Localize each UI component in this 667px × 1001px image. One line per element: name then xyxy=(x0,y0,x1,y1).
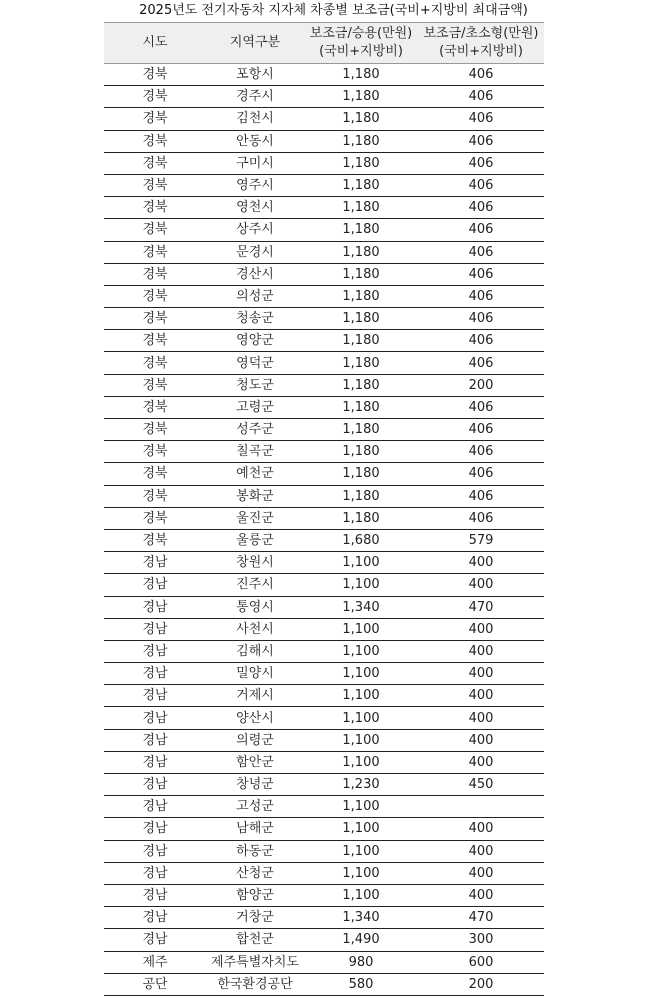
cell-compact-subsidy: 406 xyxy=(418,485,544,507)
cell-district: 구미시 xyxy=(206,152,304,174)
cell-district: 함양군 xyxy=(206,884,304,906)
cell-passenger-subsidy: 1,490 xyxy=(304,929,418,951)
subsidy-table xyxy=(104,22,544,996)
cell-compact-subsidy: 200 xyxy=(418,374,544,396)
cell-district: 청도군 xyxy=(206,374,304,396)
header-row xyxy=(104,23,544,64)
table-row xyxy=(104,197,544,219)
cell-compact-subsidy: 406 xyxy=(418,86,544,108)
cell-compact-subsidy: 400 xyxy=(418,729,544,751)
table-row xyxy=(104,419,544,441)
cell-passenger-subsidy: 580 xyxy=(304,973,418,995)
cell-passenger-subsidy: 1,180 xyxy=(304,507,418,529)
cell-region: 경남 xyxy=(104,862,206,884)
cell-district: 사천시 xyxy=(206,618,304,640)
cell-compact-subsidy: 406 xyxy=(418,108,544,130)
table-row xyxy=(104,374,544,396)
cell-district: 포항시 xyxy=(206,64,304,86)
cell-compact-subsidy: 406 xyxy=(418,419,544,441)
cell-district: 산청군 xyxy=(206,862,304,884)
table-row xyxy=(104,596,544,618)
cell-compact-subsidy: 400 xyxy=(418,707,544,729)
cell-region: 경남 xyxy=(104,574,206,596)
cell-district: 봉화군 xyxy=(206,485,304,507)
cell-compact-subsidy: 600 xyxy=(418,951,544,973)
cell-district: 상주시 xyxy=(206,219,304,241)
cell-district: 창원시 xyxy=(206,552,304,574)
cell-region: 경남 xyxy=(104,840,206,862)
cell-passenger-subsidy: 1,100 xyxy=(304,884,418,906)
cell-passenger-subsidy: 1,100 xyxy=(304,552,418,574)
cell-passenger-subsidy: 1,180 xyxy=(304,352,418,374)
header-compact-line2: (국비+지방비) xyxy=(439,44,523,59)
cell-district: 남해군 xyxy=(206,818,304,840)
cell-district: 합천군 xyxy=(206,929,304,951)
cell-passenger-subsidy: 1,100 xyxy=(304,729,418,751)
table-row xyxy=(104,840,544,862)
cell-passenger-subsidy: 1,180 xyxy=(304,152,418,174)
table-row xyxy=(104,352,544,374)
table-row xyxy=(104,108,544,130)
cell-district: 고령군 xyxy=(206,396,304,418)
cell-passenger-subsidy: 1,180 xyxy=(304,130,418,152)
table-row xyxy=(104,507,544,529)
cell-district: 예천군 xyxy=(206,463,304,485)
cell-compact-subsidy: 400 xyxy=(418,751,544,773)
cell-region: 경북 xyxy=(104,108,206,130)
cell-compact-subsidy: 406 xyxy=(418,64,544,86)
table-row xyxy=(104,929,544,951)
table-row xyxy=(104,485,544,507)
table-row xyxy=(104,618,544,640)
table-row xyxy=(104,685,544,707)
cell-region: 경남 xyxy=(104,818,206,840)
cell-region: 경남 xyxy=(104,596,206,618)
cell-passenger-subsidy: 1,180 xyxy=(304,374,418,396)
cell-region: 경북 xyxy=(104,330,206,352)
table-row xyxy=(104,751,544,773)
cell-region: 경남 xyxy=(104,884,206,906)
cell-passenger-subsidy: 1,100 xyxy=(304,840,418,862)
cell-region: 경남 xyxy=(104,640,206,662)
table-row xyxy=(104,574,544,596)
cell-region: 경북 xyxy=(104,64,206,86)
cell-region: 경남 xyxy=(104,729,206,751)
cell-district: 거창군 xyxy=(206,907,304,929)
table-row xyxy=(104,862,544,884)
cell-passenger-subsidy: 1,180 xyxy=(304,396,418,418)
cell-district: 경산시 xyxy=(206,263,304,285)
cell-region: 경북 xyxy=(104,463,206,485)
cell-district: 성주군 xyxy=(206,419,304,441)
cell-passenger-subsidy: 1,100 xyxy=(304,796,418,818)
cell-district: 의성군 xyxy=(206,285,304,307)
cell-region: 공단 xyxy=(104,973,206,995)
cell-region: 경북 xyxy=(104,374,206,396)
header-compact-subsidy xyxy=(418,23,544,64)
table-row xyxy=(104,285,544,307)
cell-district: 경주시 xyxy=(206,86,304,108)
cell-passenger-subsidy: 1,100 xyxy=(304,685,418,707)
cell-district: 밀양시 xyxy=(206,663,304,685)
cell-district: 한국환경공단 xyxy=(206,973,304,995)
cell-compact-subsidy: 406 xyxy=(418,352,544,374)
table-row xyxy=(104,463,544,485)
cell-compact-subsidy: 406 xyxy=(418,330,544,352)
cell-district: 통영시 xyxy=(206,596,304,618)
cell-passenger-subsidy: 1,180 xyxy=(304,174,418,196)
cell-compact-subsidy xyxy=(418,796,544,818)
cell-region: 제주 xyxy=(104,951,206,973)
cell-passenger-subsidy: 1,180 xyxy=(304,108,418,130)
cell-region: 경북 xyxy=(104,419,206,441)
cell-district: 문경시 xyxy=(206,241,304,263)
cell-passenger-subsidy: 1,180 xyxy=(304,485,418,507)
cell-compact-subsidy: 406 xyxy=(418,219,544,241)
table-row xyxy=(104,552,544,574)
cell-district: 안동시 xyxy=(206,130,304,152)
cell-district: 칠곡군 xyxy=(206,441,304,463)
cell-region: 경북 xyxy=(104,352,206,374)
cell-region: 경북 xyxy=(104,263,206,285)
cell-compact-subsidy: 579 xyxy=(418,529,544,551)
cell-region: 경북 xyxy=(104,197,206,219)
table-row xyxy=(104,174,544,196)
table-row xyxy=(104,796,544,818)
table-row xyxy=(104,219,544,241)
cell-compact-subsidy: 400 xyxy=(418,618,544,640)
cell-passenger-subsidy: 1,180 xyxy=(304,86,418,108)
cell-district: 의령군 xyxy=(206,729,304,751)
cell-region: 경남 xyxy=(104,707,206,729)
table-row xyxy=(104,130,544,152)
cell-compact-subsidy: 406 xyxy=(418,463,544,485)
cell-passenger-subsidy: 1,180 xyxy=(304,330,418,352)
cell-passenger-subsidy: 1,340 xyxy=(304,596,418,618)
cell-passenger-subsidy: 1,100 xyxy=(304,663,418,685)
table-body xyxy=(104,64,544,996)
header-compact-line1: 보조금/초소형(만원) xyxy=(423,26,539,41)
cell-passenger-subsidy: 1,340 xyxy=(304,907,418,929)
cell-region: 경북 xyxy=(104,485,206,507)
cell-compact-subsidy: 200 xyxy=(418,973,544,995)
table-row xyxy=(104,308,544,330)
cell-region: 경남 xyxy=(104,685,206,707)
cell-passenger-subsidy: 1,100 xyxy=(304,618,418,640)
cell-district: 김해시 xyxy=(206,640,304,662)
cell-region: 경북 xyxy=(104,152,206,174)
cell-region: 경남 xyxy=(104,663,206,685)
cell-passenger-subsidy: 1,680 xyxy=(304,529,418,551)
cell-compact-subsidy: 406 xyxy=(418,197,544,219)
table-row xyxy=(104,729,544,751)
table-row xyxy=(104,64,544,86)
cell-region: 경북 xyxy=(104,86,206,108)
cell-region: 경남 xyxy=(104,929,206,951)
table-row xyxy=(104,951,544,973)
cell-passenger-subsidy: 1,100 xyxy=(304,707,418,729)
cell-passenger-subsidy: 1,180 xyxy=(304,219,418,241)
cell-compact-subsidy: 406 xyxy=(418,174,544,196)
cell-region: 경북 xyxy=(104,308,206,330)
cell-passenger-subsidy: 1,180 xyxy=(304,285,418,307)
cell-compact-subsidy: 406 xyxy=(418,263,544,285)
table-row xyxy=(104,441,544,463)
cell-compact-subsidy: 400 xyxy=(418,840,544,862)
cell-region: 경북 xyxy=(104,130,206,152)
cell-passenger-subsidy: 1,180 xyxy=(304,64,418,86)
cell-compact-subsidy: 400 xyxy=(418,574,544,596)
cell-compact-subsidy: 400 xyxy=(418,862,544,884)
table-row xyxy=(104,640,544,662)
table-row xyxy=(104,973,544,995)
cell-district: 울릉군 xyxy=(206,529,304,551)
cell-passenger-subsidy: 1,230 xyxy=(304,774,418,796)
cell-district: 진주시 xyxy=(206,574,304,596)
table-row xyxy=(104,663,544,685)
table-row xyxy=(104,263,544,285)
header-passenger-subsidy xyxy=(304,23,418,64)
cell-compact-subsidy: 400 xyxy=(418,884,544,906)
cell-district: 거제시 xyxy=(206,685,304,707)
cell-district: 양산시 xyxy=(206,707,304,729)
cell-region: 경남 xyxy=(104,751,206,773)
cell-district: 제주특별자치도 xyxy=(206,951,304,973)
cell-compact-subsidy: 406 xyxy=(418,396,544,418)
cell-district: 영천시 xyxy=(206,197,304,219)
cell-compact-subsidy: 406 xyxy=(418,507,544,529)
cell-compact-subsidy: 470 xyxy=(418,907,544,929)
cell-compact-subsidy: 406 xyxy=(418,241,544,263)
cell-region: 경남 xyxy=(104,796,206,818)
header-region: 시도 xyxy=(104,23,206,64)
cell-region: 경북 xyxy=(104,396,206,418)
cell-passenger-subsidy: 1,100 xyxy=(304,862,418,884)
cell-compact-subsidy: 400 xyxy=(418,663,544,685)
cell-compact-subsidy: 470 xyxy=(418,596,544,618)
cell-region: 경북 xyxy=(104,219,206,241)
cell-region: 경북 xyxy=(104,241,206,263)
cell-passenger-subsidy: 1,100 xyxy=(304,818,418,840)
table-row xyxy=(104,152,544,174)
cell-compact-subsidy: 406 xyxy=(418,152,544,174)
table-row xyxy=(104,86,544,108)
cell-district: 청송군 xyxy=(206,308,304,330)
cell-district: 영양군 xyxy=(206,330,304,352)
cell-compact-subsidy: 406 xyxy=(418,308,544,330)
cell-compact-subsidy: 450 xyxy=(418,774,544,796)
cell-compact-subsidy: 406 xyxy=(418,441,544,463)
cell-region: 경북 xyxy=(104,507,206,529)
cell-passenger-subsidy: 1,180 xyxy=(304,463,418,485)
cell-passenger-subsidy: 1,180 xyxy=(304,441,418,463)
cell-compact-subsidy: 406 xyxy=(418,285,544,307)
cell-compact-subsidy: 400 xyxy=(418,552,544,574)
cell-region: 경남 xyxy=(104,618,206,640)
table-title: 2025년도 전기자동차 지자체 차종별 보조금(국비+지방비 최대금액) xyxy=(139,3,528,18)
cell-passenger-subsidy: 1,180 xyxy=(304,308,418,330)
cell-passenger-subsidy: 1,180 xyxy=(304,263,418,285)
cell-compact-subsidy: 400 xyxy=(418,818,544,840)
table-row xyxy=(104,774,544,796)
cell-passenger-subsidy: 1,180 xyxy=(304,241,418,263)
cell-compact-subsidy: 400 xyxy=(418,640,544,662)
header-passenger-line2: (국비+지방비) xyxy=(319,44,403,59)
table-row xyxy=(104,707,544,729)
cell-passenger-subsidy: 980 xyxy=(304,951,418,973)
cell-compact-subsidy: 400 xyxy=(418,685,544,707)
cell-region: 경북 xyxy=(104,174,206,196)
header-passenger-line1: 보조금/승용(만원) xyxy=(309,26,413,41)
header-district: 지역구분 xyxy=(206,23,304,64)
cell-district: 울진군 xyxy=(206,507,304,529)
cell-region: 경남 xyxy=(104,774,206,796)
cell-compact-subsidy: 406 xyxy=(418,130,544,152)
cell-region: 경남 xyxy=(104,552,206,574)
table-row xyxy=(104,818,544,840)
cell-passenger-subsidy: 1,180 xyxy=(304,197,418,219)
cell-district: 함안군 xyxy=(206,751,304,773)
table-row xyxy=(104,884,544,906)
cell-district: 창녕군 xyxy=(206,774,304,796)
cell-district: 고성군 xyxy=(206,796,304,818)
cell-region: 경북 xyxy=(104,285,206,307)
cell-passenger-subsidy: 1,180 xyxy=(304,419,418,441)
cell-district: 영덕군 xyxy=(206,352,304,374)
cell-region: 경북 xyxy=(104,529,206,551)
cell-passenger-subsidy: 1,100 xyxy=(304,574,418,596)
table-row xyxy=(104,529,544,551)
table-row xyxy=(104,241,544,263)
table-row xyxy=(104,396,544,418)
cell-region: 경남 xyxy=(104,907,206,929)
table-row xyxy=(104,907,544,929)
cell-district: 하동군 xyxy=(206,840,304,862)
cell-passenger-subsidy: 1,100 xyxy=(304,640,418,662)
cell-district: 김천시 xyxy=(206,108,304,130)
cell-compact-subsidy: 300 xyxy=(418,929,544,951)
cell-region: 경북 xyxy=(104,441,206,463)
table-row xyxy=(104,330,544,352)
cell-passenger-subsidy: 1,100 xyxy=(304,751,418,773)
cell-district: 영주시 xyxy=(206,174,304,196)
